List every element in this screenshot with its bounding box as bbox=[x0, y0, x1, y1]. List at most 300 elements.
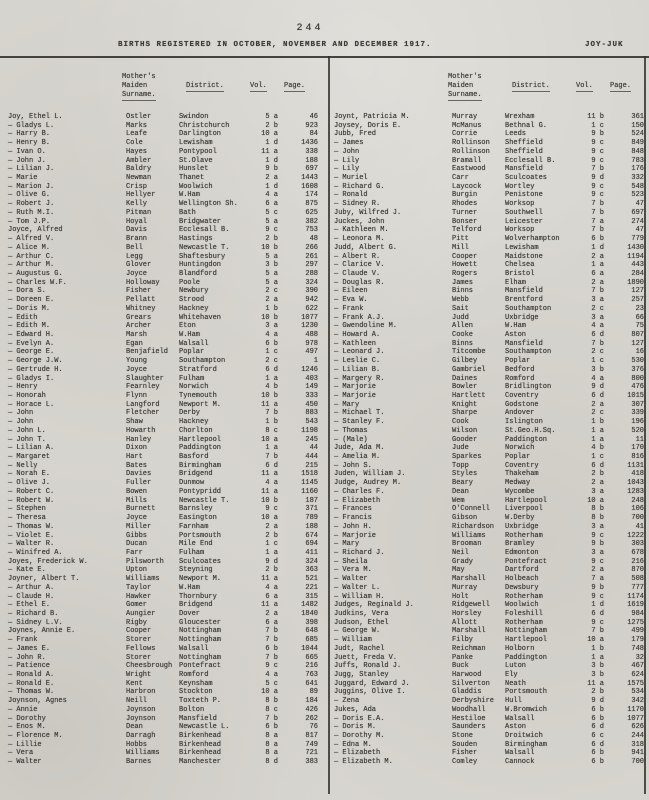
entry-page: 467 bbox=[631, 662, 644, 671]
header-volume: Vol. bbox=[250, 82, 267, 90]
entry-name: — James E. bbox=[8, 644, 51, 653]
entry-page: 978 bbox=[305, 339, 318, 348]
entry-name: — Olive G. bbox=[8, 191, 51, 200]
entry-mother-maiden-surname: Filby bbox=[452, 636, 474, 645]
entry-district: Luton bbox=[505, 662, 527, 671]
entry-district: Stockton bbox=[179, 688, 213, 697]
entry-page: 1608 bbox=[301, 182, 318, 191]
entry-mother-maiden-surname: Comley bbox=[452, 758, 478, 767]
index-row bbox=[334, 723, 649, 732]
entry-page: 324 bbox=[305, 557, 318, 566]
entry-name: — Thomas W. bbox=[8, 522, 55, 531]
entry-volume: 4 a bbox=[591, 322, 604, 331]
entry-page: 342 bbox=[631, 697, 644, 706]
entry-page: 648 bbox=[305, 627, 318, 636]
page-title: BIRTHS REGISTERED IN OCTOBER, NOVEMBER AND DECEMBER 1917. bbox=[118, 41, 432, 49]
entry-page: 1840 bbox=[301, 609, 318, 618]
index-row bbox=[8, 497, 326, 506]
entry-page: 1131 bbox=[627, 461, 644, 470]
entry-mother-maiden-surname: Wright bbox=[126, 671, 152, 679]
entry-page: 700 bbox=[631, 758, 644, 767]
entry-district: Leicester bbox=[505, 217, 543, 226]
entry-volume: 1 d bbox=[265, 156, 278, 165]
entry-district: Eton bbox=[179, 322, 196, 331]
index-row bbox=[8, 261, 326, 270]
entry-name: — Leslie C. bbox=[334, 357, 381, 366]
index-row bbox=[334, 645, 649, 654]
entry-district: Portsmouth bbox=[505, 688, 548, 697]
entry-name: — Frank bbox=[8, 636, 38, 645]
entry-mother-maiden-surname: Pitman bbox=[126, 208, 152, 217]
entry-page: 361 bbox=[631, 113, 644, 121]
entry-volume: 2 b bbox=[265, 566, 278, 575]
entry-volume: 9 c bbox=[591, 182, 604, 191]
entry-district: Newport M. bbox=[179, 575, 222, 584]
entry-page: 11 bbox=[635, 435, 644, 444]
entry-mother-maiden-surname: Binns bbox=[452, 287, 474, 296]
entry-name: — Margery R. bbox=[334, 374, 385, 383]
entry-volume: 8 b bbox=[591, 505, 604, 514]
entry-volume: 2 a bbox=[591, 400, 604, 409]
entry-name: — Charles W.F. bbox=[8, 278, 67, 287]
entry-page: 1077 bbox=[301, 313, 318, 322]
entry-name: — Nelly bbox=[8, 461, 38, 470]
entry-volume: 5 c bbox=[265, 208, 278, 217]
index-row bbox=[8, 706, 326, 715]
entry-page: 1222 bbox=[627, 531, 644, 540]
entry-name: Judt, Rachel bbox=[334, 644, 385, 653]
entry-mother-maiden-surname: Eastwood bbox=[452, 165, 486, 174]
entry-name: Juden, William J. bbox=[334, 470, 406, 479]
entry-mother-maiden-surname: Gibson bbox=[452, 514, 478, 523]
index-row bbox=[334, 191, 649, 200]
entry-mother-maiden-surname: Wilson bbox=[452, 426, 478, 435]
index-row bbox=[8, 749, 326, 758]
entry-volume: 2 a bbox=[265, 522, 278, 531]
entry-volume: 7 b bbox=[591, 200, 604, 209]
entry-page: 266 bbox=[305, 243, 318, 252]
entry-volume: 1 b bbox=[265, 418, 278, 427]
entry-name: Joynt, Patricia M. bbox=[334, 113, 410, 121]
entry-mother-maiden-surname: Rollinson bbox=[452, 147, 490, 156]
entry-mother-maiden-surname: Kent bbox=[126, 679, 143, 688]
entry-name: — Richard B. bbox=[8, 609, 59, 618]
entry-district: Paddington bbox=[505, 653, 548, 662]
entry-mother-maiden-surname: Ambler bbox=[126, 156, 152, 165]
entry-volume: 6 d bbox=[591, 609, 604, 618]
index-row bbox=[8, 418, 326, 427]
entry-name: — Marjorie bbox=[334, 383, 377, 392]
entry-mother-maiden-surname: Burgin bbox=[452, 191, 478, 200]
entry-district: Sculcoates bbox=[505, 174, 548, 183]
entry-district: Nottingham bbox=[179, 636, 222, 645]
entry-volume: 9 c bbox=[591, 531, 604, 540]
entry-name: — Lilian J. bbox=[8, 165, 55, 174]
entry-name: — Arthur C. bbox=[8, 252, 55, 261]
entry-mother-maiden-surname: Harwood bbox=[452, 671, 482, 679]
entry-volume: 1 d bbox=[591, 243, 604, 252]
entry-volume: 6 a bbox=[265, 200, 278, 209]
entry-page: 41 bbox=[635, 522, 644, 531]
entry-district: Birkenhead bbox=[179, 749, 222, 758]
entry-volume: 6 d bbox=[591, 740, 604, 749]
entry-mother-maiden-surname: Cole bbox=[126, 139, 143, 148]
entry-volume: 6 d bbox=[591, 723, 604, 732]
entry-page: 390 bbox=[305, 287, 318, 296]
entry-page: 363 bbox=[305, 566, 318, 575]
entry-mother-maiden-surname: Storer bbox=[126, 636, 152, 645]
entry-district: Norwich bbox=[505, 444, 535, 453]
entry-name: — Marion J. bbox=[8, 182, 55, 191]
entry-volume: 10 a bbox=[261, 130, 278, 139]
index-row bbox=[334, 314, 649, 323]
entry-page: 1043 bbox=[627, 479, 644, 488]
entry-page: 1160 bbox=[301, 487, 318, 496]
entry-volume: 6 a bbox=[591, 269, 604, 278]
entry-volume: 11 a bbox=[261, 470, 278, 479]
entry-page: 411 bbox=[305, 548, 318, 557]
entry-page: 870 bbox=[631, 566, 644, 575]
entry-mother-maiden-surname: Darragh bbox=[126, 732, 156, 741]
index-row bbox=[8, 671, 326, 680]
entry-volume: 9 c bbox=[265, 226, 278, 235]
entry-name: — Frank A.J. bbox=[334, 313, 385, 322]
entry-name: — Kate E. bbox=[8, 566, 46, 575]
entry-district: Southampton bbox=[505, 304, 552, 313]
entry-name: — Francis bbox=[334, 514, 372, 523]
entry-name: — Amelia M. bbox=[334, 453, 381, 462]
index-row bbox=[8, 148, 326, 157]
entry-volume: 9 b bbox=[591, 130, 604, 139]
index-row bbox=[334, 758, 649, 767]
left-column-header bbox=[8, 57, 326, 111]
entry-volume: 11 a bbox=[261, 400, 278, 409]
entry-volume: 2 c bbox=[265, 287, 278, 296]
entry-name: — Kathleen M. bbox=[334, 226, 389, 235]
entry-name: — John T. bbox=[8, 435, 46, 444]
entry-district: Leeds bbox=[505, 130, 527, 139]
entry-mother-maiden-surname: Murray bbox=[452, 113, 478, 121]
entry-volume: 5 a bbox=[265, 113, 278, 121]
entry-name: — Leonora M. bbox=[334, 235, 385, 244]
entry-mother-maiden-surname: Corrie bbox=[452, 130, 478, 139]
entry-mother-maiden-surname: Leafe bbox=[126, 130, 148, 139]
entry-volume: 7 b bbox=[265, 627, 278, 636]
index-row bbox=[8, 715, 326, 724]
entry-name: — Richard G. bbox=[334, 182, 385, 191]
entry-page: 508 bbox=[631, 575, 644, 584]
entry-mother-maiden-surname: James bbox=[452, 278, 474, 287]
index-row bbox=[334, 715, 649, 724]
index-row bbox=[334, 253, 649, 262]
entry-mother-maiden-surname: Holloway bbox=[126, 278, 160, 287]
entry-mother-maiden-surname: Davies bbox=[126, 470, 152, 479]
entry-district: W.Derby bbox=[505, 514, 535, 523]
entry-mother-maiden-surname: Cooke bbox=[452, 330, 474, 339]
entry-district: Darlington bbox=[179, 130, 222, 139]
entry-volume: 3 a bbox=[591, 487, 604, 496]
entry-mother-maiden-surname: Davis bbox=[126, 226, 148, 235]
entry-volume: 4 a bbox=[265, 479, 278, 488]
entry-volume: 2 a bbox=[591, 479, 604, 488]
entry-district: Rotherham bbox=[505, 592, 543, 601]
entry-page: 371 bbox=[305, 505, 318, 514]
entry-name: — Leonard J. bbox=[334, 348, 385, 357]
entry-mother-maiden-surname: Joynson bbox=[126, 705, 156, 714]
index-row bbox=[334, 270, 649, 279]
index-row bbox=[8, 296, 326, 305]
entry-name: — Walter bbox=[334, 575, 368, 584]
entry-mother-maiden-surname: Gooder bbox=[452, 435, 478, 444]
entry-page: 625 bbox=[305, 208, 318, 217]
entry-page: 685 bbox=[305, 636, 318, 645]
index-row bbox=[334, 366, 649, 375]
entry-district: Manchester bbox=[179, 758, 222, 767]
index-row bbox=[8, 113, 326, 122]
entry-page: 694 bbox=[305, 540, 318, 549]
entry-volume: 9 c bbox=[591, 557, 604, 566]
entry-mother-maiden-surname: Joynson bbox=[126, 714, 156, 723]
entry-district: Foleshill bbox=[505, 609, 543, 618]
index-row bbox=[334, 636, 649, 645]
entry-district: Newbury bbox=[179, 287, 209, 296]
entry-mother-maiden-surname: Buck bbox=[452, 662, 469, 671]
entry-district: Coventry bbox=[505, 461, 539, 470]
entry-name: — Walter bbox=[8, 758, 42, 767]
entry-district: Liverpool bbox=[505, 505, 543, 514]
entry-mother-maiden-surname: Joyce bbox=[126, 365, 148, 374]
entry-volume: 7 b bbox=[591, 226, 604, 235]
entry-district: Farnham bbox=[179, 522, 209, 531]
entry-volume: 8 a bbox=[265, 740, 278, 749]
entry-mother-maiden-surname: Panke bbox=[452, 653, 474, 662]
entry-mother-maiden-surname: Allott bbox=[452, 618, 478, 627]
entry-page: 476 bbox=[631, 383, 644, 392]
index-row bbox=[8, 139, 326, 148]
entry-district: Chelsea bbox=[505, 261, 535, 270]
entry-name: Judson, Ethel bbox=[334, 618, 389, 627]
entry-page: 749 bbox=[305, 740, 318, 749]
entry-page: 1275 bbox=[627, 618, 644, 627]
entry-page: 763 bbox=[305, 671, 318, 679]
entry-page: 444 bbox=[305, 453, 318, 462]
entry-volume: 5 a bbox=[265, 278, 278, 287]
entry-district: Mansfield bbox=[505, 287, 543, 296]
entry-volume: 1 a bbox=[591, 653, 604, 662]
entry-mother-maiden-surname: Dixon bbox=[126, 444, 148, 453]
entry-page: 1436 bbox=[301, 139, 318, 148]
index-row bbox=[334, 601, 649, 610]
entry-name: — Frances bbox=[334, 505, 372, 514]
entry-volume: 1 c bbox=[265, 348, 278, 357]
entry-volume: 6 b bbox=[265, 339, 278, 348]
index-row bbox=[334, 392, 649, 401]
entry-name: — Ronald A. bbox=[8, 671, 55, 679]
entry-page: 221 bbox=[305, 583, 318, 592]
entry-name: Judge, Audrey M. bbox=[334, 479, 402, 488]
entry-page: 1170 bbox=[627, 705, 644, 714]
entry-volume: 1 c bbox=[591, 453, 604, 462]
entry-page: 16 bbox=[635, 348, 644, 357]
entry-mother-maiden-surname: Horsley bbox=[452, 609, 482, 618]
index-row bbox=[334, 331, 649, 340]
index-row bbox=[334, 113, 649, 122]
entry-volume: 1 b bbox=[591, 644, 604, 653]
index-row bbox=[334, 357, 649, 366]
entry-name: Juffs, Ronald J. bbox=[334, 662, 402, 671]
entry-mother-maiden-surname: Rogers bbox=[452, 269, 478, 278]
index-row bbox=[334, 540, 649, 549]
entry-name: — Mary bbox=[334, 400, 360, 409]
header-mothers: Mother's bbox=[448, 73, 482, 81]
entry-page: 450 bbox=[305, 400, 318, 409]
right-column bbox=[334, 57, 649, 797]
entry-page: 543 bbox=[305, 418, 318, 427]
entry-district: W.Ham bbox=[179, 583, 201, 592]
entry-district: Bridgend bbox=[179, 470, 213, 479]
entry-page: 176 bbox=[631, 165, 644, 174]
entry-mother-maiden-surname: Jude bbox=[452, 444, 469, 453]
entry-page: 534 bbox=[631, 688, 644, 697]
entry-volume: 6 b bbox=[591, 705, 604, 714]
entry-name: — Ronald E. bbox=[8, 679, 55, 688]
entry-volume: 10 a bbox=[587, 636, 604, 645]
entry-mother-maiden-surname: Hestiloe bbox=[452, 714, 486, 723]
entry-mother-maiden-surname: Hobbs bbox=[126, 740, 148, 749]
entry-page: 84 bbox=[309, 130, 318, 139]
index-row bbox=[334, 409, 649, 418]
entry-name: — Charles F. bbox=[334, 487, 385, 496]
entry-page: 187 bbox=[305, 496, 318, 505]
entry-page: 383 bbox=[305, 758, 318, 767]
entry-mother-maiden-surname: Souden bbox=[452, 740, 478, 749]
entry-district: Huntingdon bbox=[179, 261, 222, 270]
entry-page: 196 bbox=[631, 418, 644, 427]
entry-page: 1619 bbox=[627, 601, 644, 610]
index-row bbox=[334, 662, 649, 671]
entry-page: 1194 bbox=[627, 252, 644, 261]
entry-mother-maiden-surname: Hanley bbox=[126, 435, 152, 444]
entry-district: Dunmow bbox=[179, 479, 205, 488]
entry-district: Mansfield bbox=[505, 339, 543, 348]
entry-page: 923 bbox=[305, 121, 318, 130]
entry-volume: 7 b bbox=[265, 409, 278, 418]
index-row bbox=[8, 366, 326, 375]
entry-district: Derby bbox=[179, 409, 201, 418]
entry-page: 48 bbox=[309, 235, 318, 244]
entry-district: Sheffield bbox=[505, 139, 543, 148]
entry-name: Juggard, Edward J. bbox=[334, 679, 410, 688]
entry-mother-maiden-surname: Marshall bbox=[452, 627, 486, 636]
index-row bbox=[8, 209, 326, 218]
entry-volume: 3 a bbox=[265, 322, 278, 331]
entry-mother-maiden-surname: Dean bbox=[452, 487, 469, 496]
index-row bbox=[334, 470, 649, 479]
entry-name: — Sidney L.V. bbox=[8, 618, 63, 627]
entry-mother-maiden-surname: Harbron bbox=[126, 688, 156, 697]
entry-mother-maiden-surname: Flynn bbox=[126, 392, 148, 400]
index-row bbox=[8, 680, 326, 689]
entry-volume: 1 c bbox=[591, 357, 604, 366]
entry-district: Birmingham bbox=[179, 461, 222, 470]
entry-page: 315 bbox=[305, 592, 318, 601]
entry-page: 523 bbox=[631, 191, 644, 200]
index-row bbox=[334, 174, 649, 183]
entry-mother-maiden-surname: Holt bbox=[452, 592, 469, 601]
entry-district: Newcastle T. bbox=[179, 496, 230, 505]
entry-mother-maiden-surname: Titcombe bbox=[452, 348, 486, 357]
entry-mother-maiden-surname: Grady bbox=[452, 557, 474, 566]
entry-name: — Clarice V. bbox=[334, 261, 385, 270]
entry-district: Hartlepool bbox=[179, 435, 222, 444]
entry-name: — Walter L. bbox=[334, 583, 381, 592]
entry-mother-maiden-surname: Egan bbox=[126, 339, 143, 348]
index-row bbox=[334, 200, 649, 209]
entry-page: 127 bbox=[631, 287, 644, 296]
entry-volume: 4 a bbox=[591, 374, 604, 383]
entry-page: 443 bbox=[631, 261, 644, 270]
entry-volume: 1 a bbox=[265, 548, 278, 557]
entry-mother-maiden-surname: Ridgewell bbox=[452, 601, 490, 610]
entry-name: — Alfred V. bbox=[8, 235, 55, 244]
entry-page: 984 bbox=[631, 609, 644, 618]
entry-page: 674 bbox=[305, 531, 318, 540]
index-row bbox=[8, 741, 326, 750]
entry-name: — Lily bbox=[334, 165, 360, 174]
entry-page: 1174 bbox=[627, 592, 644, 601]
entry-name: — Michael T. bbox=[334, 409, 385, 418]
index-row bbox=[8, 253, 326, 262]
entry-mother-maiden-surname: Bell bbox=[126, 243, 143, 252]
entry-name: — Kathleen bbox=[334, 339, 377, 348]
index-row bbox=[8, 270, 326, 279]
entry-district: Pontypool bbox=[179, 147, 217, 156]
entry-page: 875 bbox=[305, 200, 318, 209]
entry-page: 288 bbox=[305, 269, 318, 278]
entry-name: — George J.W. bbox=[8, 357, 63, 366]
index-row bbox=[8, 427, 326, 436]
index-row bbox=[8, 532, 326, 541]
index-row bbox=[334, 305, 649, 314]
entry-name: Juggins, Olive I. bbox=[334, 688, 406, 697]
entry-page: 641 bbox=[305, 679, 318, 688]
entry-page: 174 bbox=[305, 191, 318, 200]
index-row bbox=[8, 549, 326, 558]
entry-district: W.Ham bbox=[179, 191, 201, 200]
entry-district: St.Geo.H.Sq. bbox=[505, 426, 556, 435]
entry-volume: 2 b bbox=[265, 235, 278, 244]
entry-page: 89 bbox=[309, 688, 318, 697]
entry-mother-maiden-surname: Fearnley bbox=[126, 383, 160, 392]
entry-page: 179 bbox=[631, 636, 644, 645]
entry-district: Thornbury bbox=[179, 592, 217, 601]
entry-name: — Elizabeth bbox=[334, 496, 381, 505]
entry-district: Maidstone bbox=[505, 252, 543, 261]
entry-name: — Robert W. bbox=[8, 496, 55, 505]
entry-name: — Marjorie bbox=[334, 531, 377, 540]
entry-district: Hartlepool bbox=[505, 496, 548, 505]
entry-district: Swindon bbox=[179, 113, 209, 121]
entry-district: Ely bbox=[505, 671, 518, 679]
entry-district: Neath bbox=[505, 679, 527, 688]
entry-name: — Doris M. bbox=[334, 723, 377, 732]
entry-district: Steyning bbox=[179, 566, 213, 575]
entry-volume: 6 d bbox=[265, 365, 278, 374]
entry-page: 941 bbox=[631, 749, 644, 758]
entry-name: — Ronald bbox=[334, 191, 368, 200]
entry-name: Joyner, Albert T. bbox=[8, 575, 80, 584]
entry-district: Droitwich bbox=[505, 732, 543, 741]
